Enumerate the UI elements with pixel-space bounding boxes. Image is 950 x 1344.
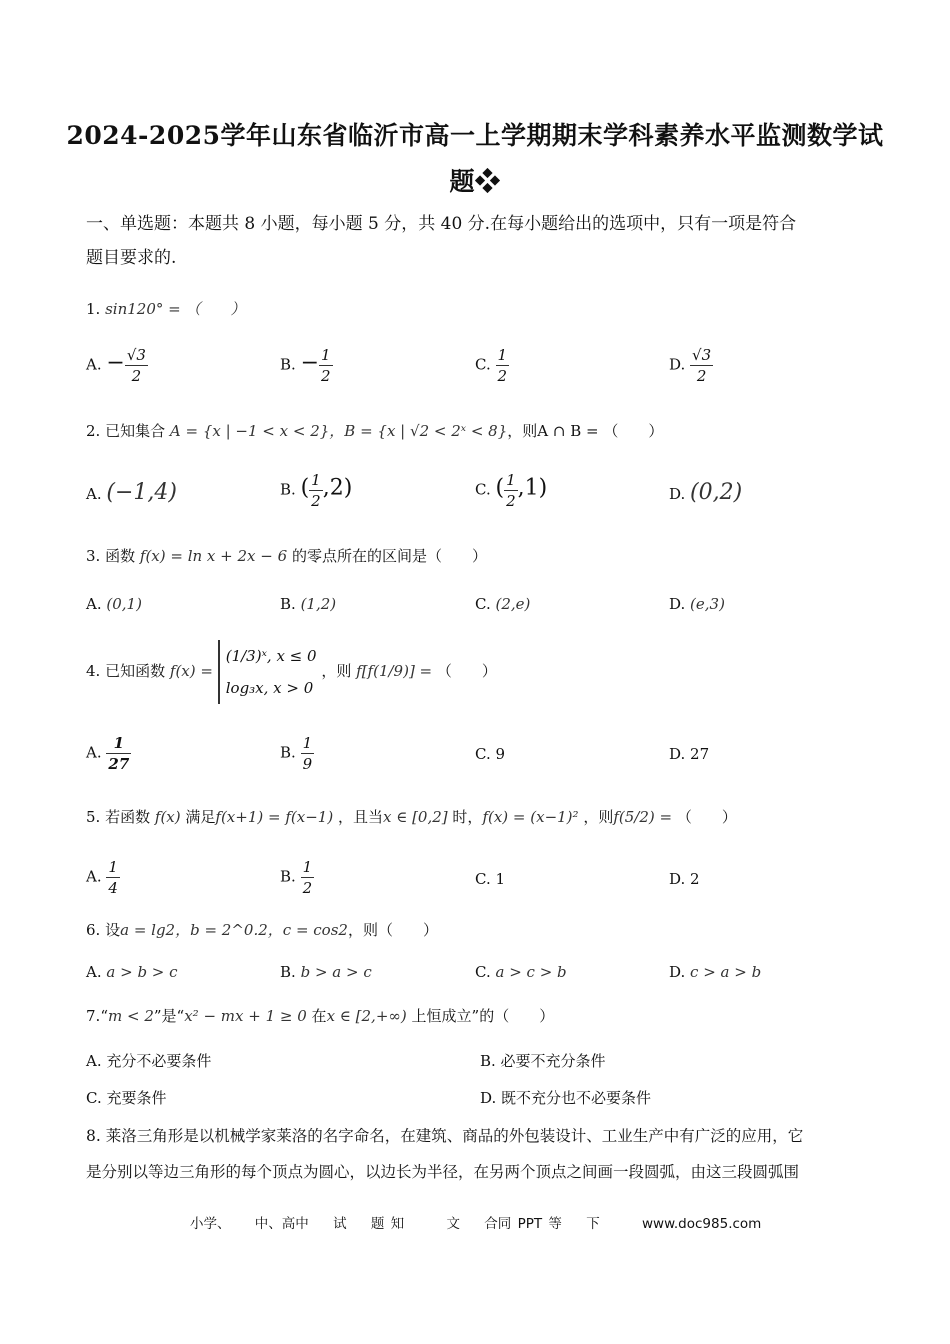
q4-option-b: B. $\frac{1}{9}$	[280, 734, 313, 773]
question-7: 7.“m < 2”是“x² − mx + 1 ≥ 0 在x ∈ [2,+∞) 上恒成立”的（ ）	[86, 1007, 555, 1025]
q4-option-c: C. 9	[475, 745, 506, 763]
question-3: 3. 函数 f(x) = ln x + 2x − 6 的零点所在的区间是（ ）	[86, 547, 487, 565]
q3-option-d: D. (e,3)	[669, 595, 725, 613]
q5-option-b: B. $\frac{1}{2}$	[280, 858, 313, 897]
question-5: 5. 若函数 f(x) 满足f(x+1) = f(x−1) ，且当x ∈ [0,2] 时，f(x) = (x−1)² ，则f(5/2) = （ ）	[86, 808, 737, 826]
document-title-line2: 题❖	[449, 167, 501, 196]
q4-option-a: A. $\frac{1}{27}$	[86, 734, 130, 773]
question-2: 2. 已知集合 A = {x | −1 < x < 2}，B = {x | √2 < 2ˣ < 8}，则A ∩ B = （ ）	[86, 422, 664, 440]
q3-option-b: B. (1,2)	[280, 595, 337, 613]
question-8-line2: 是分别以等边三角形的每个顶点为圆心，以边长为半径，在另两个顶点之间画一段圆弧，由这三段圆弧围	[86, 1163, 800, 1181]
q6-option-c: C. a > c > b	[475, 963, 567, 981]
q3-option-c: C. (2,e)	[475, 595, 531, 613]
q5-option-d: D. 2	[669, 870, 700, 888]
question-1	[86, 298, 246, 319]
footer-website-link[interactable]: www.doc985.com	[642, 1216, 762, 1232]
q2-option-a: A. (−1,4)	[86, 480, 177, 505]
page-footer: 小学、 中、高中 试 题 知 文 合同 PPT 等 下 www.doc985.com	[190, 1216, 762, 1232]
q6-option-b: B. b > a > c	[280, 963, 372, 981]
q3-option-a: A. (0,1)	[86, 595, 142, 613]
q1-option-c: C. $\frac{1}{2}$	[475, 346, 508, 385]
question-number: 1.	[86, 300, 101, 318]
q7-option-a: A. 充分不必要条件	[86, 1052, 212, 1070]
document-title-line1: 2024-2025学年山东省临沂市高一上学期期末学科素养水平监测数学试	[66, 121, 884, 150]
q5-option-a: A. $\frac{1}{4}$	[86, 858, 118, 897]
q6-option-a: A. a > b > c	[86, 963, 178, 981]
question-8-line1: 8. 莱洛三角形是以机械学家莱洛的名字命名，在建筑、商品的外包装设计、工业生产中有广泛的应用，它	[86, 1127, 804, 1145]
question-4: 4. 已知函数 f(x) = (1/3)ˣ, x ≤ 0 log₃x, x > 0 ，则 f[f(1/9)] = （ ）	[86, 640, 497, 704]
q5-option-c: C. 1	[475, 870, 506, 888]
q7-option-b: B. 必要不充分条件	[480, 1052, 606, 1070]
section-heading-line2: 题目要求的.	[86, 248, 177, 268]
section-heading-line1: 一、单选题：本题共 8 小题，每小题 5 分，共 40 分.在每小题给出的选项中，只有一项是符合	[86, 214, 797, 234]
question-8	[86, 1118, 876, 1190]
q1-option-a: A. − $\frac{√3}{2}$	[86, 346, 146, 385]
section-heading	[86, 207, 886, 275]
q1-option-d: D. $\frac{√3}{2}$	[669, 346, 712, 385]
q7-option-c: C. 充要条件	[86, 1089, 167, 1107]
piecewise-function: (1/3)ˣ, x ≤ 0 log₃x, x > 0	[218, 640, 317, 704]
q2-option-b: B. ( $\frac{1}{2}$ ,2)	[280, 471, 353, 510]
q2-option-c: C. ( $\frac{1}{2}$ ,1)	[475, 471, 548, 510]
q7-option-d: D. 既不充分也不必要条件	[480, 1089, 652, 1107]
q6-option-d: D. c > a > b	[669, 963, 762, 981]
q2-option-d: D. (0,2)	[669, 480, 743, 505]
q4-option-d: D. 27	[669, 745, 710, 763]
question-stem: sin120° = （ ）	[105, 300, 246, 318]
q1-option-b: B. − $\frac{1}{2}$	[280, 346, 331, 385]
question-6: 6. 设a = lg2，b = 2^0.2，c = cos2，则（ ）	[86, 921, 438, 939]
